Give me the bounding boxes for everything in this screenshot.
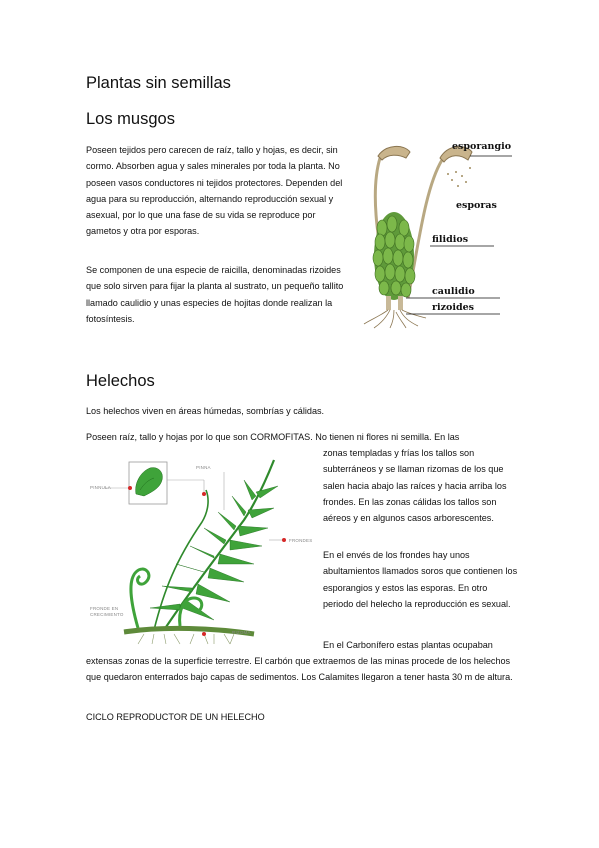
label-filidios: filidios	[432, 234, 469, 245]
ferns-paragraph-4-start: En el Carbonífero estas plantas ocupaban	[323, 640, 493, 650]
mosses-heading: Los musgos	[86, 110, 175, 128]
label-caulidio: caulidio	[432, 286, 475, 297]
fern-cycle-heading: CICLO REPRODUCTOR DE UN HELECHO	[86, 712, 265, 722]
page-title: Plantas sin semillas	[86, 74, 231, 92]
ferns-paragraph-3: En el envés de los frondes hay unos abultamientos llamados soros que contienen los esporangios y estos las esporas. En otro periodo del helecho la reproducción es sexual.	[323, 550, 518, 609]
ferns-paragraph-2-line-1: Poseen raíz, tallo y hojas por lo que son CORMOFITAS. No tienen ni flores ni semilla. En las	[86, 432, 460, 442]
ferns-paragraph-1: Los helechos viven en áreas húmedas, sombrías y cálidas.	[86, 406, 325, 416]
fern-label-crecimiento: CRECIMIENTO	[90, 612, 124, 617]
ferns-paragraph-4-rest: extensas zonas de la superficie terrestre. El carbón que extraemos de las minas procede de los helechos que quedaron enterrados bajo capas de sedimentos. Los Calamites llegaron a tener hasta 30 m de altura.	[86, 656, 513, 683]
label-esporangio: esporangio	[452, 141, 512, 152]
fern-label-pinna: PINNA	[196, 465, 211, 470]
ferns-paragraph-2-rest: zonas templadas y frías los tallos son subterráneos y se llaman rizomas de los que salen hacia abajo las raíces y hacia arriba los frondes. En las zonas cálidas los tallos son aéreos y en algunos casos arborescentes.	[323, 448, 507, 524]
fern-label-frondes: FRONDES	[289, 538, 313, 543]
mosses-paragraph-2: Se componen de una especie de raicilla, denominadas rizoides que solo sirven para fijar la planta al sustrato, un pequeño tallito llamado caulidio y unas especies de hojitas donde realizan la fotosíntesis.	[86, 265, 344, 324]
fern-label-fronde-en: FRONDE EN	[90, 606, 119, 611]
ferns-heading: Helechos	[86, 372, 155, 390]
moss-diagram	[360, 138, 520, 330]
mosses-paragraph-1: Poseen tejidos pero carecen de raíz, tallo y hojas, es decir, sin cormo. Absorben agua y sales minerales por toda la planta. No poseen vasos conductores ni tejidos protectores. Dependen del agua para su reproducción, alternando reproducción sexual y asexual, por lo que una fase de su vida se reproduce por gametos y otra por esporas.	[86, 145, 343, 237]
label-rizoides: rizoides	[432, 302, 474, 313]
fern-diagram	[84, 450, 314, 646]
label-esporas: esporas	[456, 200, 497, 211]
fern-label-rizoma: RIZOMA	[232, 630, 251, 635]
fern-label-pinnula: PINNULA	[90, 485, 111, 490]
